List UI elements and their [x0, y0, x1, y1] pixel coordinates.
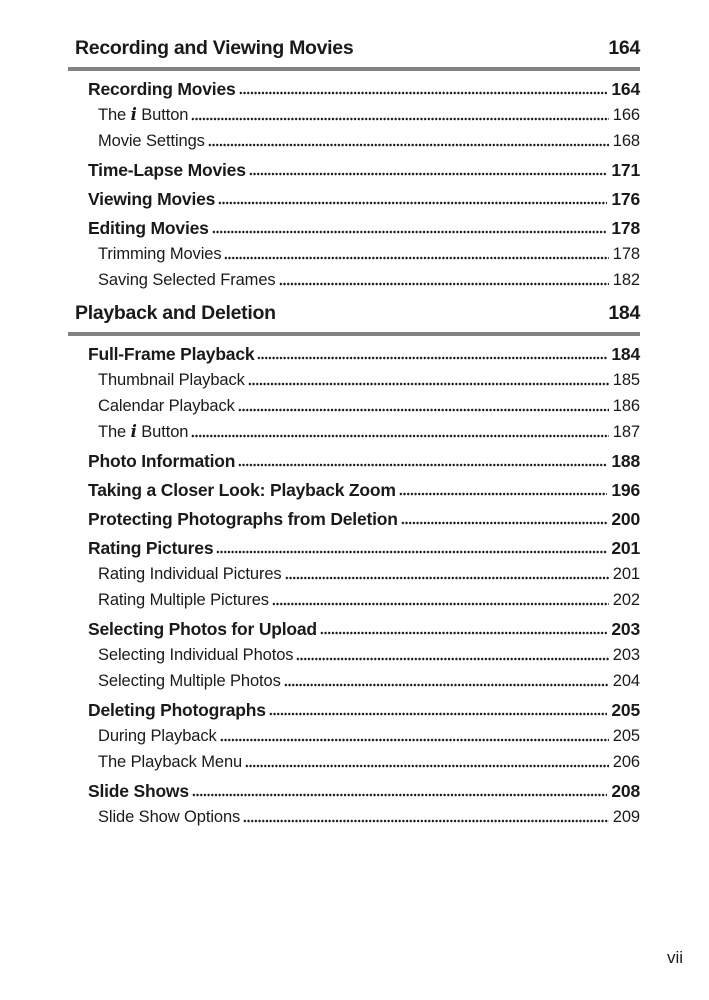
dotted-leader: [279, 267, 609, 293]
toc-entry-page-number: 208: [611, 781, 640, 801]
toc-entry-label: Deleting Photographs: [88, 700, 266, 720]
toc-entry-label: Full-Frame Playback: [88, 344, 255, 364]
toc-entry-label: Selecting Photos for Upload: [88, 619, 317, 639]
dotted-leader: [401, 506, 608, 532]
toc-entry-page-number: 178: [611, 218, 640, 238]
toc-entry[interactable]: [68, 587, 640, 613]
toc-entry-page-number: 187: [612, 423, 640, 441]
chapter-page-number[interactable]: 164: [608, 37, 640, 59]
toc-entry-page-number: 196: [611, 480, 640, 500]
toc-entry-label: Thumbnail Playback: [98, 371, 245, 389]
toc-entry-page-number: 182: [612, 271, 640, 289]
toc-entry[interactable]: [68, 419, 640, 445]
toc-entry-page-number: 202: [612, 591, 640, 609]
toc-label-part: The: [98, 106, 131, 124]
dotted-leader: [218, 186, 607, 212]
chapter-title[interactable]: Recording and Viewing Movies: [75, 37, 354, 59]
toc-entry[interactable]: [68, 616, 640, 642]
toc-entry[interactable]: [68, 642, 640, 668]
toc-entry[interactable]: [68, 128, 640, 154]
toc-entry[interactable]: [68, 341, 640, 367]
toc-entry-page-number: 203: [612, 646, 640, 664]
toc-entry[interactable]: [68, 697, 640, 723]
toc-entry[interactable]: [68, 535, 640, 561]
chapter-title[interactable]: Playback and Deletion: [75, 302, 276, 324]
toc-entry-label: Photo Information: [88, 451, 236, 471]
dotted-leader: [296, 642, 608, 668]
toc-entry[interactable]: [68, 723, 640, 749]
toc-entry[interactable]: [68, 393, 640, 419]
toc-entry[interactable]: [68, 102, 640, 128]
dotted-leader: [238, 448, 607, 474]
toc-entry-label: Protecting Photographs from Deletion: [88, 509, 398, 529]
toc-entry-page-number: 209: [612, 808, 640, 826]
footer-page-number: vii: [666, 948, 683, 967]
toc-entry-label: Editing Movies: [88, 218, 209, 238]
dotted-leader: [257, 341, 607, 367]
toc-entry[interactable]: [68, 157, 640, 183]
toc-entry-page-number: 201: [611, 538, 640, 558]
chapter-heading: [68, 36, 640, 60]
section-divider-rule: [68, 67, 640, 71]
toc-entry[interactable]: [68, 778, 640, 804]
toc-entry-page-number: 188: [611, 451, 640, 471]
toc-entry-label: Slide Shows: [88, 781, 189, 801]
toc-entry-label: Recording Movies: [88, 79, 236, 99]
toc-entry-label: Taking a Closer Look: Playback Zoom: [88, 480, 396, 500]
toc-entry[interactable]: [68, 448, 640, 474]
dotted-leader: [245, 749, 609, 775]
chapter-page-number[interactable]: 184: [608, 302, 640, 324]
toc-label-part: The: [98, 423, 131, 441]
dotted-leader: [284, 668, 609, 694]
toc-section: [68, 36, 640, 293]
toc-entry[interactable]: [68, 367, 640, 393]
toc-entry[interactable]: [68, 561, 640, 587]
toc-entry-label: Selecting Individual Photos: [98, 646, 294, 664]
chapter-heading: [68, 301, 640, 325]
toc-entry-label: [98, 419, 188, 445]
dotted-leader: [399, 477, 608, 503]
toc-entry-page-number: 171: [611, 160, 640, 180]
dotted-leader: [191, 419, 608, 445]
toc-entry[interactable]: [68, 76, 640, 102]
toc-entry[interactable]: [68, 749, 640, 775]
toc-entry-label: Slide Show Options: [98, 808, 241, 826]
toc-entry-label: [98, 102, 188, 128]
dotted-leader: [220, 723, 609, 749]
dotted-leader: [192, 778, 608, 804]
dotted-leader: [191, 102, 608, 128]
dotted-leader: [269, 697, 608, 723]
i-button-icon: i: [130, 105, 137, 124]
i-button-icon: i: [130, 422, 137, 441]
toc-content: [68, 36, 640, 830]
toc-entry-label: Saving Selected Frames: [98, 271, 276, 289]
dotted-leader: [208, 128, 609, 154]
dotted-leader: [248, 367, 609, 393]
toc-entry[interactable]: [68, 267, 640, 293]
dotted-leader: [216, 535, 607, 561]
toc-entry-label: Rating Multiple Pictures: [98, 591, 269, 609]
toc-entry[interactable]: [68, 506, 640, 532]
toc-entry-page-number: 186: [612, 397, 640, 415]
toc-entry-label: Viewing Movies: [88, 189, 216, 209]
dotted-leader: [212, 215, 608, 241]
toc-entry[interactable]: [68, 215, 640, 241]
toc-entry-label: During Playback: [98, 727, 217, 745]
dotted-leader: [224, 241, 608, 267]
toc-entry-page-number: 184: [611, 344, 640, 364]
toc-entry[interactable]: [68, 477, 640, 503]
toc-entry-label: The Playback Menu: [98, 753, 243, 771]
dotted-leader: [249, 157, 608, 183]
toc-entry-page-number: 168: [612, 132, 640, 150]
dotted-leader: [272, 587, 609, 613]
toc-entry-page-number: 203: [611, 619, 640, 639]
toc-entry-label: Time-Lapse Movies: [88, 160, 246, 180]
toc-entry-page-number: 185: [612, 371, 640, 389]
toc-entry-label: Movie Settings: [98, 132, 205, 150]
toc-entry-label: Rating Pictures: [88, 538, 214, 558]
toc-entry-page-number: 201: [612, 565, 640, 583]
toc-entry-page-number: 206: [612, 753, 640, 771]
toc-entry[interactable]: [68, 186, 640, 212]
dotted-leader: [238, 393, 609, 419]
dotted-leader: [243, 804, 609, 830]
toc-entry-label: Selecting Multiple Photos: [98, 672, 281, 690]
toc-entry[interactable]: [68, 241, 640, 267]
toc-entry-label: Trimming Movies: [98, 245, 222, 263]
toc-section: [68, 301, 640, 830]
toc-entry[interactable]: [68, 668, 640, 694]
toc-entry-page-number: 166: [612, 106, 640, 124]
toc-entry-page-number: 205: [612, 727, 640, 745]
section-divider-rule: [68, 332, 640, 336]
toc-entry-page-number: 200: [611, 509, 640, 529]
toc-entry-label: Rating Individual Pictures: [98, 565, 282, 583]
toc-entry[interactable]: [68, 804, 640, 830]
toc-entry-page-number: 178: [612, 245, 640, 263]
toc-entry-page-number: 176: [611, 189, 640, 209]
dotted-leader: [239, 76, 608, 102]
toc-label-part: Button: [136, 423, 189, 441]
toc-label-part: Button: [136, 106, 189, 124]
toc-entry-page-number: 204: [612, 672, 640, 690]
dotted-leader: [320, 616, 607, 642]
toc-entry-page-number: 164: [611, 79, 640, 99]
toc-entry-page-number: 205: [611, 700, 640, 720]
dotted-leader: [285, 561, 609, 587]
toc-entry-label: Calendar Playback: [98, 397, 235, 415]
